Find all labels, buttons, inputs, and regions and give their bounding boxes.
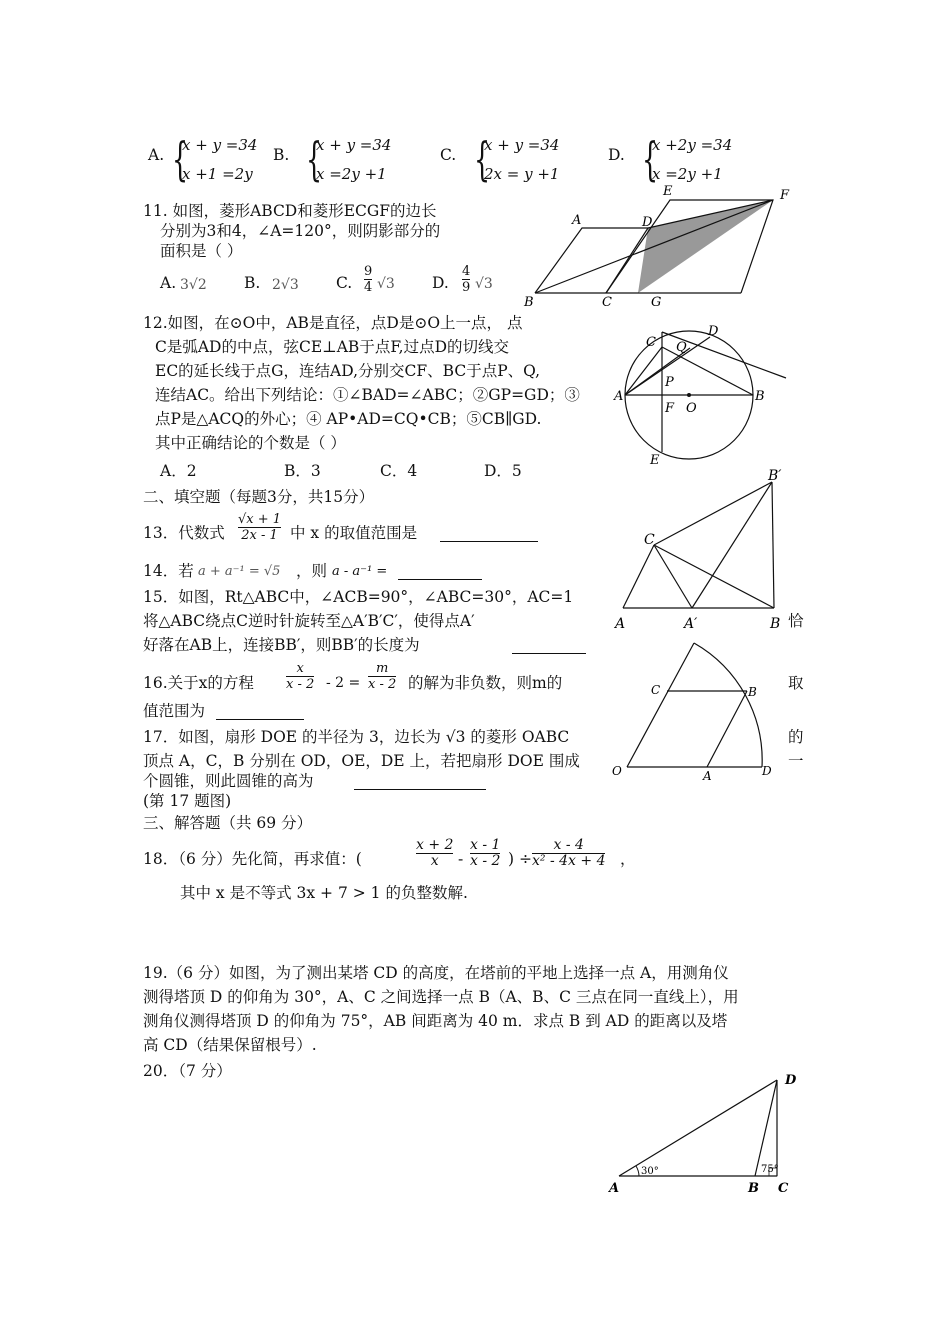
q12-line3: EC的延长线于点G，连结AD,分别交CF、BC于点P、Q, [155, 362, 540, 380]
q11-option-a: A. [160, 274, 177, 292]
q19-line4: 高 CD（结果保留根号）. [143, 1036, 317, 1054]
q12-line6: 其中正确结论的个数是（ ） [155, 434, 346, 452]
q17-label-a: A [703, 769, 712, 783]
q12-option-d: D．5 [484, 462, 522, 480]
q12-line5: 点P是△ACQ的外心；④ AP•AD=CQ•CB；⑤CB∥GD. [155, 410, 542, 428]
q10-option-a-line2: x +1 =2y [182, 165, 253, 183]
q10-brace-b: { [306, 132, 323, 186]
q17-line1-tail: 的 [788, 728, 804, 746]
q12-label-q: Q [676, 340, 687, 355]
q14-prefix: 14．若 [143, 562, 194, 580]
q16-middle: - 2 = [326, 675, 361, 691]
q17-line2: 顶点 A，C，B 分别在 OD，OE，DE 上，若把扇形 DOE 围成 [143, 752, 580, 770]
q12-label-p: P [665, 375, 674, 390]
q14-expression: a + a⁻¹ = √5 [198, 564, 281, 579]
q15-label-b: B [770, 616, 781, 632]
q10-brace-c: { [474, 132, 491, 186]
q19-angle-30: 30° [641, 1166, 659, 1177]
q15-label-b-prime: B′ [768, 468, 782, 484]
q19-line2: 测得塔顶 D 的仰角为 30°，A、C 之间选择一点 B（A、B、C 三点在同一直线上），用 [143, 988, 739, 1006]
q11-option-a-value: 3√2 [180, 277, 207, 293]
q12-line4: 连结AC。给出下列结论：①∠BAD=∠ABC；②GP=GD；③ [155, 386, 580, 404]
q11-option-c: C. [336, 274, 353, 292]
q11-option-b-value: 2√3 [272, 277, 299, 293]
q20-heading: 20．（7 分） [143, 1062, 232, 1080]
q13-prefix: 13．代数式 [143, 524, 225, 542]
q19-tower-figure [605, 1068, 805, 1200]
q11-option-d-radical: √3 [475, 276, 493, 292]
q12-label-o: O [686, 401, 697, 416]
q19-label-b: B [748, 1181, 759, 1196]
q18-end: ， [620, 850, 636, 868]
q17-label-b: B [748, 685, 757, 699]
q11-label-d: D [642, 215, 653, 230]
q14-middle: ，则 [296, 562, 328, 580]
q10-option-c-line1: x + y =34 [484, 136, 560, 154]
q15-line3: 好落在AB上，连接BB′，则BB′的长度为 [143, 636, 420, 654]
q17-line1: 17．如图，扇形 DOE 的半径为 3，边长为 √3 的菱形 OABC [143, 728, 570, 746]
q16-answer-blank[interactable] [216, 718, 304, 720]
q14-answer-blank[interactable] [398, 578, 482, 580]
q11-label-a: A [572, 213, 582, 228]
q13-answer-blank[interactable] [440, 540, 538, 542]
q14-expression-2: a - a⁻¹ = [332, 564, 388, 579]
q12-label-d: D [708, 324, 719, 339]
q12-line1: 12.如图，在⊙O中，AB是直径，点D是⊙O上一点， 点 [143, 314, 523, 332]
q19-label-d: D [785, 1073, 797, 1088]
q16-fraction-1: x x - 2 [286, 661, 315, 692]
q10-option-d-line1: x +2y =34 [652, 136, 733, 154]
q10-option-b-label: B. [273, 146, 290, 164]
q19-label-a: A [609, 1181, 620, 1196]
q15-label-a: A [615, 616, 626, 632]
q10-option-b-line2: x =2y +1 [316, 165, 387, 183]
q17-answer-blank[interactable] [354, 788, 486, 790]
q15-rotation-figure [610, 466, 790, 636]
q15-label-c: C [644, 532, 655, 548]
q17-label-c: C [651, 683, 661, 697]
q12-option-b: B．3 [284, 462, 321, 480]
q11-line2: 分别为3和4，∠A=120°，则阴影部分的 [160, 222, 441, 240]
q12-label-e: E [650, 453, 660, 468]
q11-label-c: C [602, 295, 612, 310]
q10-option-c-line2: 2x = y +1 [484, 165, 560, 183]
q11-label-e: E [663, 184, 673, 199]
q12-label-a: A [614, 389, 624, 404]
q16-tail: 取 [788, 674, 804, 692]
q15-answer-blank[interactable] [512, 652, 586, 654]
q15-line2-tail: 恰 [788, 612, 804, 630]
q17-sector-figure [605, 630, 785, 785]
q16-line2: 值范围为 [143, 702, 206, 720]
q12-label-c: C [646, 335, 656, 350]
q16-prefix: 16.关于x的方程 [143, 674, 254, 692]
q11-option-d-fraction: 4 9 [462, 264, 471, 295]
q11-label-b: B [524, 295, 534, 310]
q15-line1: 15．如图，Rt△ABC中，∠ACB=90°，∠ABC=30°，AC=1 [143, 588, 574, 606]
section-3-heading: 三、解答题（共 69 分） [143, 814, 313, 832]
q15-label-a-prime: A′ [684, 616, 698, 632]
q15-line2: 将△ABC绕点C逆时针旋转至△A′B′C′，使得点A′ [143, 612, 475, 630]
q11-label-g: G [651, 295, 662, 310]
q11-rhombus-figure [520, 182, 800, 312]
q10-option-d-line2: x =2y +1 [652, 165, 723, 183]
q12-line2: C是弧AD的中点，弦CE⊥AB于点F,过点D的切线交 [155, 338, 510, 356]
q19-line3: 测角仪测得塔顶 D 的仰角为 75°，AB 间距离为 40 m．求点 B 到 AD 的距离以及塔 [143, 1012, 728, 1030]
q11-option-c-radical: √3 [377, 276, 395, 292]
q10-option-b-line1: x + y =34 [316, 136, 392, 154]
q18-fraction-2: x - 1 x - 2 [470, 837, 501, 869]
q19-angle-75: 75° [761, 1164, 779, 1175]
q16-suffix: 的解为非负数，则m的 [408, 674, 563, 692]
section-2-heading: 二、填空题（每题3分，共15分） [143, 488, 375, 506]
q11-shaded-region [638, 200, 773, 293]
q17-label-o: O [612, 764, 622, 778]
q11-option-b: B. [244, 274, 261, 292]
q11-label-f: F [780, 188, 790, 203]
q10-option-d-label: D. [608, 146, 625, 164]
q10-brace-d: { [642, 132, 659, 186]
q12-option-a: A．2 [160, 462, 197, 480]
q18-fraction-3: x - 4 x² - 4x + 4 [532, 837, 606, 869]
q16-fraction-2: m x - 2 [368, 661, 397, 692]
q18-line2: 其中 x 是不等式 3x + 7 > 1 的负整数解. [180, 884, 468, 902]
q17-line2-tail: 一 [788, 752, 804, 770]
q10-brace-a: { [172, 132, 189, 186]
q18-minus: - [458, 850, 464, 868]
q10-option-c-label: C. [440, 146, 457, 164]
q13-suffix: 中 x 的取值范围是 [290, 524, 418, 542]
q11-option-c-fraction: 9 4 [364, 264, 373, 295]
q12-label-f: F [665, 401, 675, 416]
q12-option-c: C．4 [380, 462, 418, 480]
q17-label-d: D [762, 764, 772, 778]
q19-label-c: C [778, 1181, 789, 1196]
q10-option-a-label: A. [148, 146, 165, 164]
q11-line3: 面积是（ ） [160, 242, 243, 260]
q11-option-d: D. [432, 274, 449, 292]
q17-line3: 个圆锥，则此圆锥的高为 [143, 772, 314, 790]
q11-line1: 11. 如图，菱形ABCD和菱形ECGF的边长 [143, 202, 437, 220]
q12-circle-figure [610, 318, 795, 470]
q18-fraction-1: x + 2 x [416, 837, 454, 869]
q12-label-b: B [755, 389, 765, 404]
q18-divide: ) ÷ [508, 850, 532, 868]
q18-prefix: 18．（6 分）先化简，再求值：( [143, 850, 362, 868]
q17-caption: (第 17 题图) [143, 792, 232, 810]
q13-fraction: √x + 1 2x - 1 [238, 512, 282, 543]
q19-line1: 19.（6 分）如图，为了测出某塔 CD 的高度，在塔前的平地上选择一点 A，用测角仪 [143, 964, 729, 982]
q10-option-a-line1: x + y =34 [182, 136, 258, 154]
